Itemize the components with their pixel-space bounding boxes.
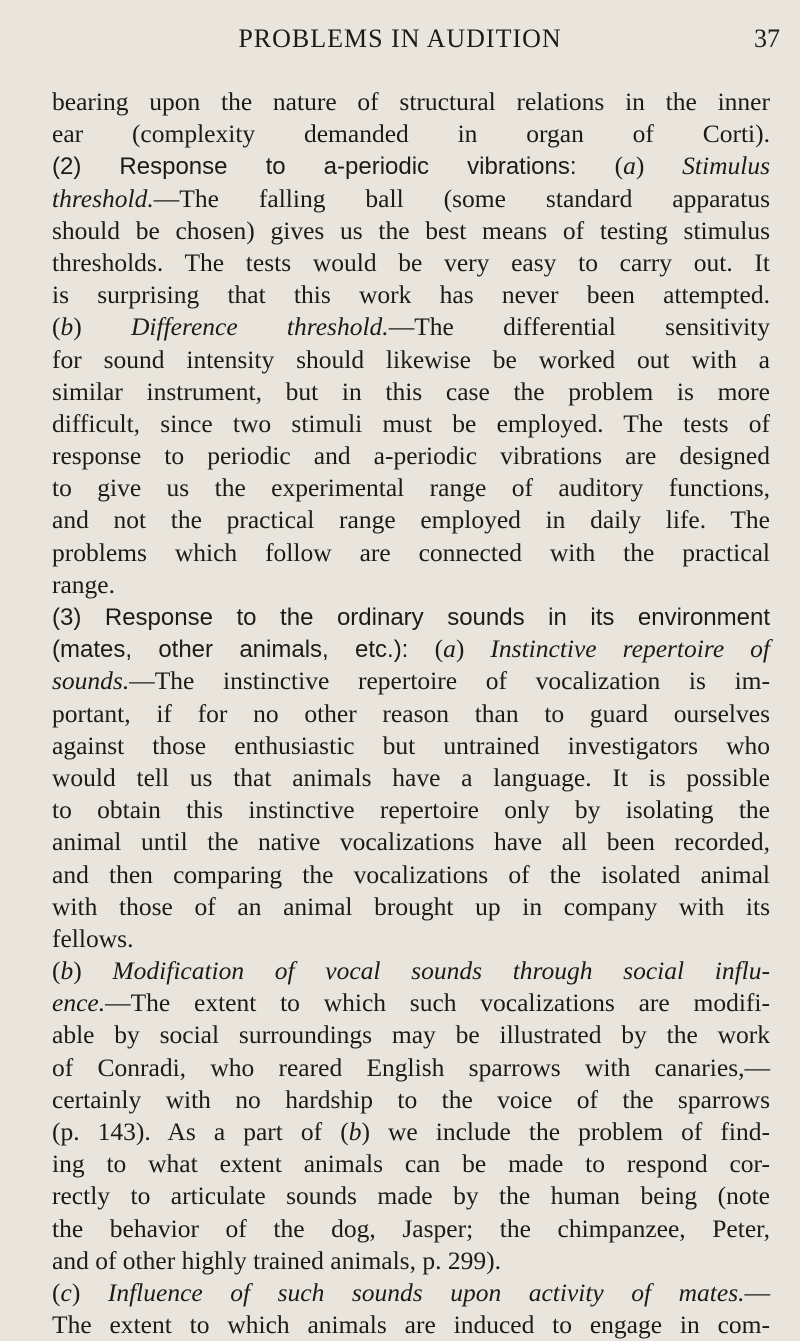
- line-text: ): [455, 634, 491, 664]
- line-text: ): [635, 151, 683, 181]
- text-line: [52, 1148, 770, 1180]
- text-line: [52, 1213, 770, 1245]
- text-line: [52, 762, 770, 794]
- line-text: ): [73, 956, 113, 986]
- line-text: animal until the native vocalizations have all been recorded,: [52, 827, 770, 857]
- line-text: certainly with no hardship to the voice of the sparrows: [52, 1084, 770, 1114]
- line-text: ) we include the problem of find-: [361, 1117, 770, 1146]
- text-line: [52, 601, 770, 633]
- text-line: [52, 891, 770, 923]
- italic-text: Modification of vocal sounds through social influ-: [112, 956, 770, 986]
- text-line: [52, 923, 770, 955]
- section-heading-text: (2) Response to a-periodic vibrations:: [52, 153, 615, 181]
- line-text: —: [744, 1277, 770, 1307]
- line-text: The extent to which animals are induced to engage in com-: [52, 1310, 770, 1340]
- line-text: (: [52, 956, 61, 986]
- line-text: and then comparing the vocalizations of the isolated animal: [52, 859, 770, 889]
- text-line: [52, 1052, 770, 1084]
- line-text: the behavior of the dog, Jasper; the chimpanzee, Peter,: [52, 1213, 770, 1243]
- italic-text: b: [60, 956, 74, 986]
- line-text: thresholds. The tests would be very easy to carry out. It: [52, 247, 770, 277]
- text-line: [52, 472, 770, 504]
- line-text: rectly to articulate sounds made by the human being (note: [52, 1181, 770, 1211]
- italic-text: Influence of such sounds upon activity of mates.: [107, 1277, 745, 1307]
- line-text: and of other highly trained animals, p. 299).: [52, 1245, 501, 1275]
- line-text: —The instinctive repertoire of vocalization is im-: [129, 666, 770, 696]
- line-text: —The extent to which such vocalizations are modifi-: [105, 988, 770, 1018]
- text-line: [52, 730, 770, 762]
- text-line: [52, 569, 770, 601]
- line-text: (: [52, 312, 61, 342]
- italic-text: c: [60, 1277, 72, 1307]
- line-text: —The differential sensitivity: [388, 312, 770, 342]
- line-text: (p. 143). As a part of (: [52, 1117, 349, 1146]
- section-heading-text: (3) Response to the ordinary sounds in its environment: [52, 604, 770, 631]
- line-text: is surprising that this work has never been attempted.: [52, 280, 770, 310]
- italic-text: ence.: [52, 988, 106, 1018]
- italic-text: threshold.: [52, 183, 154, 213]
- text-line: [52, 247, 770, 279]
- line-text: range.: [52, 569, 116, 599]
- text-line: [52, 1277, 770, 1309]
- text-line: [52, 376, 770, 408]
- italic-text: b: [348, 1117, 362, 1146]
- italic-text: a: [443, 634, 456, 664]
- text-line: [52, 86, 770, 118]
- line-text: problems which follow are connected with the practical: [52, 537, 770, 567]
- text-line: [52, 440, 770, 472]
- text-line: [52, 1180, 770, 1212]
- line-text: against those enthusiastic but untrained investigators who: [52, 730, 770, 760]
- text-line: [52, 955, 770, 987]
- text-line: [52, 665, 770, 697]
- line-text: (: [52, 1277, 61, 1307]
- section-heading-text: (mates, other animals, etc.):: [52, 636, 435, 664]
- line-text: similar instrument, but in this case the problem is more: [52, 376, 770, 406]
- text-line: [52, 859, 770, 891]
- text-line: [52, 215, 770, 247]
- line-text: fellows.: [52, 923, 134, 953]
- line-text: of Conradi, who reared English sparrows with canaries,—: [52, 1052, 770, 1082]
- text-line: [52, 794, 770, 826]
- running-title: PROBLEMS IN AUDITION: [238, 24, 562, 53]
- line-text: and not the practical range employed in daily life. The: [52, 505, 770, 535]
- italic-text: Instinctive repertoire of: [490, 634, 770, 664]
- line-text: ing to what extent animals can be made to respond cor-: [52, 1149, 770, 1179]
- text-line: [52, 504, 770, 536]
- text-line: [52, 344, 770, 376]
- line-text: —The falling ball (some standard apparatus: [153, 183, 770, 213]
- line-text: response to periodic and a-periodic vibrations are designed: [52, 441, 770, 471]
- line-text: ): [71, 1277, 108, 1307]
- italic-text: a: [623, 151, 636, 181]
- text-line: [52, 698, 770, 730]
- page-number: 37: [754, 24, 780, 53]
- line-text: would tell us that animals have a language. It is possible: [52, 762, 770, 792]
- text-line: [52, 183, 770, 215]
- italic-text: sounds.: [52, 666, 130, 696]
- running-head: [0, 24, 800, 64]
- text-line: [52, 633, 770, 665]
- text-line: [52, 537, 770, 569]
- italic-text: b: [60, 312, 74, 342]
- text-line: [52, 150, 770, 182]
- line-text: (: [614, 151, 624, 181]
- line-text: ear (complexity demanded in organ of Corti).: [52, 119, 770, 149]
- line-text: difficult, since two stimuli must be employed. The tests of: [52, 408, 770, 438]
- text-line: [52, 1116, 770, 1148]
- text-line: [52, 118, 770, 150]
- body-text: [52, 86, 770, 1341]
- text-line: [52, 1019, 770, 1051]
- line-text: ): [73, 312, 131, 342]
- text-line: [52, 408, 770, 440]
- line-text: with those of an animal brought up in company with its: [52, 891, 770, 921]
- line-text: (: [434, 634, 444, 664]
- text-line: [52, 311, 770, 343]
- text-line: [52, 1084, 770, 1116]
- italic-text: Difference threshold.: [131, 312, 389, 342]
- text-line: [52, 1245, 770, 1277]
- text-line: [52, 826, 770, 858]
- italic-text: Stimulus: [682, 151, 771, 181]
- line-text: to give us the experimental range of auditory functions,: [52, 473, 770, 503]
- line-text: able by social surroundings may be illustrated by the work: [52, 1020, 770, 1050]
- line-text: bearing upon the nature of structural relations in the inner: [52, 87, 770, 116]
- text-line: [52, 1309, 770, 1341]
- line-text: to obtain this instinctive repertoire only by isolating the: [52, 795, 770, 825]
- line-text: should be chosen) gives us the best means of testing stimulus: [52, 215, 770, 245]
- text-line: [52, 279, 770, 311]
- line-text: for sound intensity should likewise be worked out with a: [52, 344, 770, 374]
- line-text: portant, if for no other reason than to guard ourselves: [52, 698, 770, 728]
- text-line: [52, 987, 770, 1019]
